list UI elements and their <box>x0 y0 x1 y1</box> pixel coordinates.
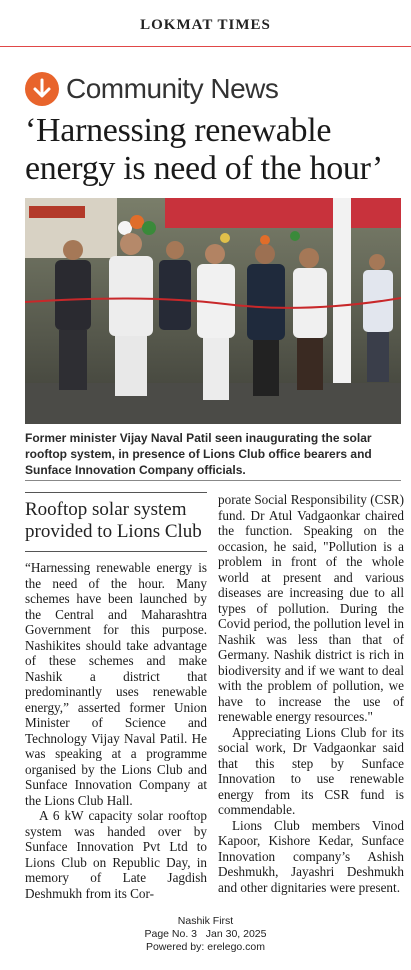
page-footer <box>0 915 411 954</box>
arrow-down-circle-icon <box>25 72 59 106</box>
article-paragraph: Appreciating Lions Club for its social work, Dr Vadgaonkar said that this step by Sunface Innovation to use renewable energy from its CSR fund is commendable. <box>218 724 404 817</box>
article-column-right <box>218 492 404 895</box>
masthead-title: LOKMAT TIMES <box>140 17 271 33</box>
subhead-rule-top <box>25 492 207 493</box>
caption-rule <box>25 480 401 481</box>
article-column-left <box>25 492 207 901</box>
masthead <box>0 8 411 42</box>
subhead-rule-bottom <box>25 551 207 552</box>
article-paragraph: “Harnessing renewable energy is the need of the hour. Many schemes have been launched by the Central and Maharashtra Government for this purpose. Nashikites should take advantage of these schemes and make Nashik a district that predominantly uses renewable energy,” asserted former Union Minister of Science and Technology Vijay Naval Patil. He was speaking at a programme organised by the Lions Club and Sunface Innovation Company at the Lions Club Hall. <box>25 560 207 808</box>
section-label: Community News <box>66 73 279 104</box>
article-paragraph: Lions Club members Vinod Kapoor, Kishore Kedar, Sunface Innovation company’s Ashish Deshmukh, Jayashri Deshmukh and other dignitaries were present. <box>218 817 404 895</box>
section-header <box>25 68 278 110</box>
article-paragraph: A 6 kW capacity solar rooftop system was handed over by Sunface Innovation Pvt Ltd to Lions Club on Republic Day, in memory of Late Jagdish Deshmukh from its Cor- <box>25 808 207 901</box>
headline: ‘Harnessing renewable energy is need of the hour’ <box>25 112 383 187</box>
article-photo <box>25 198 401 424</box>
article-subhead: Rooftop solar system provided to Lions Club <box>25 499 202 542</box>
article-paragraph: porate Social Responsibility (CSR) fund. Dr Atul Vadgaonkar chaired the function. Speaking on the occasion, he said, "Pollution is a problem in front of the whole world at present and various diseases are increasing due to all types of pollution. During the Covid period, the pollution level in Nashik was less than that of Germany. Nashik district is rich in biodiversity and if we want to deal with the problem of pollution, we have to increase the use of renewable energy resources." <box>218 492 404 724</box>
footer-page-info: Page No. 3 Jan 30, 2025 <box>144 928 267 940</box>
footer-powered-by[interactable]: Powered by: erelego.com <box>145 941 266 953</box>
photo-caption: Former minister Vijay Naval Patil seen inaugurating the solar rooftop system, in presence of Lions Club office bearers and Sunface Innovation Company officials. <box>25 431 372 477</box>
masthead-rule <box>0 46 411 47</box>
footer-edition: Nashik First <box>177 915 234 927</box>
